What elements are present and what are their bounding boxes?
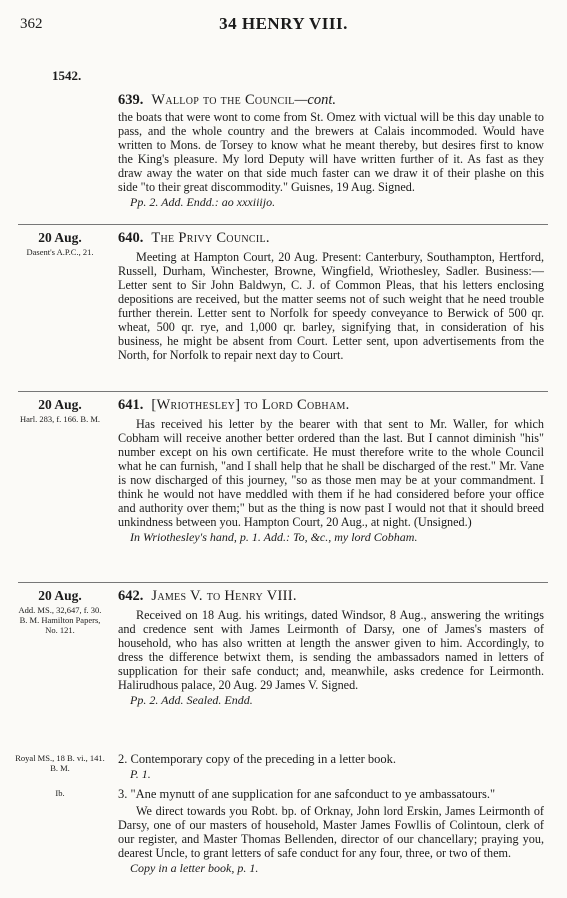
entry-number: 642. xyxy=(118,588,144,604)
entry-heading xyxy=(118,230,544,247)
entry-title: Wallop to the Council xyxy=(151,92,295,108)
entry-title: [Wriothesley] to Lord Cobham. xyxy=(151,397,350,413)
entry-source: Harl. 283, f. 166. B. M. xyxy=(19,414,101,424)
entry-heading xyxy=(118,588,544,605)
entry-body: Meeting at Hampton Court, 20 Aug. Present: Canterbury, Southampton, Hertford, Russell, Durham, Winchester, Browne, Wingfield, Wriothesley, Sadler. Business:—Letter sent to Sir John Baldwyn, C. J. of Common Pleas, that his letters enclosing depositions are received, but the matter seems not of such weight that he need trouble further therein. Letter sent to Norfolk for speedy conveyance to Berwick of 500 qr. wheat, 500 qr. rye, and 1,000 qr. barley, signifying that, in consideration of his business, he might be absent from Court. Letter sent, upon advertisements from the North, for Norfolk to repair next day to Court. xyxy=(118,250,544,362)
entry-body: Received on 18 Aug. his writings, dated Windsor, 8 Aug., answering the writings and credence sent with James Leirmonth of Darsy, one of James's masters of household, who has also written at length the answer given to him. Accordingly, to dress the difference betwixt them, is sending the ambassadors named in letters of supplication for their safe conduct; and, meanwhile, asks credence for Leirmonth. Halirudhous palace, 20 Aug. 29 James V. Signed. xyxy=(118,608,544,692)
entry-title: James V. to Henry VIII. xyxy=(151,588,297,604)
entry-body: Has received his letter by the bearer with that sent to Mr. Waller, for which Cobham will receive another better ordered than the last. But I cannot diminish "his" number except on his own certificate. He must therefore write to the whole Council what he can furnish, "and I shall help that he shall be discharged of the rest." Mr. Vane is now discharged of this journey, "so as those men may be at your commandment. I think he would not have meddled with them if he had considered before your office and authority over them;" but as the thing is now past I would not that it should breed unkindness between you. Hampton Court, 20 Aug., at night. (Unsigned.) xyxy=(118,417,544,529)
entry-source: Add. MS., 32,647, f. 30. B. M. Hamilton Papers, No. 121. xyxy=(18,605,102,635)
copy-line: 3. "Ane mynutt of ane supplication for ane safconduct to ye ambassatours." xyxy=(118,787,496,801)
margin-note xyxy=(14,752,106,773)
page-number: 362 xyxy=(20,16,43,32)
entry-date: 20 Aug. xyxy=(38,588,82,603)
entry-body: the boats that were wont to come from St. Omez with victual will be this day unable to pass, and the whole country and the brewers at Calais incommoded. Would have written to Mons. de Torsey to know what he meant thereby, but desires first to know the King's pleasure. My lord Deputy will have written further of it. As fast as they draw away the water on that side much faster can we draw it of their plashe on this side "to their great discommodity." Guisnes, 19 Aug. Signed. xyxy=(118,110,544,194)
entry-title: The Privy Council. xyxy=(151,230,270,246)
divider xyxy=(18,582,548,583)
entry-meta: In Wriothesley's hand, p. 1. Add.: To, &c., my lord Cobham. xyxy=(130,530,418,544)
entry-source: Dasent's A.P.C., 21. xyxy=(26,247,94,257)
entry-number: 641. xyxy=(118,397,144,413)
entry-date: 20 Aug. xyxy=(38,397,82,412)
entry-title-suffix: —cont. xyxy=(294,92,336,108)
entry-meta: Pp. 2. Add. Sealed. Endd. xyxy=(130,693,253,707)
entry-heading xyxy=(118,397,544,414)
divider xyxy=(18,391,548,392)
margin-note xyxy=(14,397,106,424)
margin-note xyxy=(14,230,106,257)
margin-note xyxy=(14,588,106,635)
divider xyxy=(18,224,548,225)
running-title: 34 HENRY VIII. xyxy=(219,14,348,33)
year-marker: 1542. xyxy=(52,68,82,83)
copy-line: 2. Contemporary copy of the preceding in a letter book. xyxy=(118,752,397,766)
entry-meta: Copy in a letter book, p. 1. xyxy=(130,861,259,875)
entry-meta: P. 1. xyxy=(130,767,151,781)
entry-number: 639. xyxy=(118,92,144,108)
entry-body: We direct towards you Robt. bp. of Orknay, John lord Erskin, James Leirmonth of Darsy, one of our masters of household, Master James Fowllis of Colintoun, clerk of our register, and Master Thomas Bellenden, director of our chancellary; praying you, dearest Uncle, to grant letters of safe conduct for any four, three, or two of them. xyxy=(118,804,544,860)
page-header xyxy=(0,14,567,36)
entry-date: 20 Aug. xyxy=(38,230,82,245)
entry-source: Royal MS., 18 B. vi., 141. B. M. xyxy=(15,753,105,773)
entry-source: Ib. xyxy=(55,788,65,798)
margin-note xyxy=(14,787,106,798)
entry-number: 640. xyxy=(118,230,144,246)
entry-heading xyxy=(118,92,544,109)
entry-meta: Pp. 2. Add. Endd.: ao xxxiiijo. xyxy=(130,195,276,209)
